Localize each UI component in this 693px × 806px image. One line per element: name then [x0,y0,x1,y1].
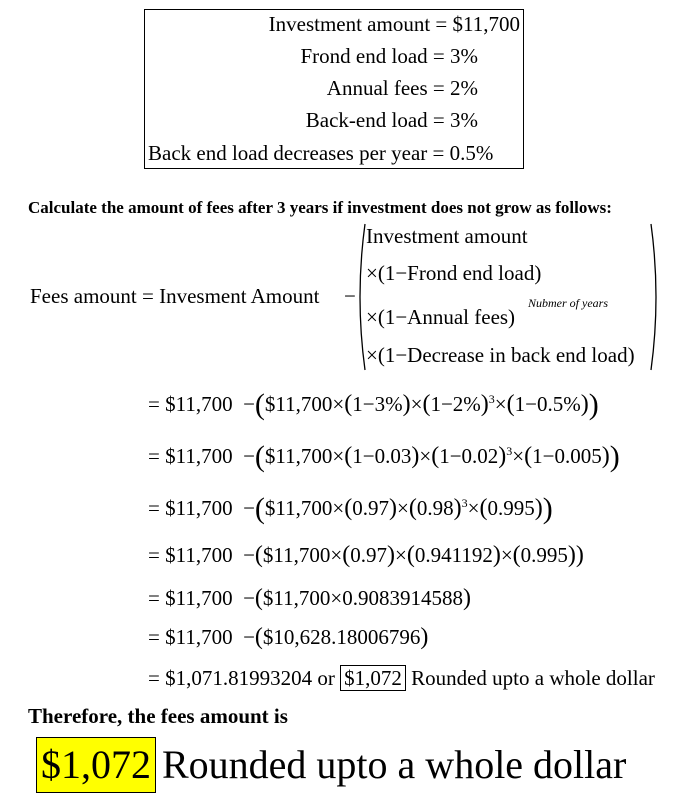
conclusion-heading: Therefore, the fees amount is [28,704,288,728]
step-2-b: 1−0.03 [352,444,412,468]
calc-step-6: = $11,700 −($10,628.18006796) [148,624,429,650]
final-amount-highlight: $1,072 [36,737,156,793]
step-1-c: × [410,392,423,416]
formula-exponent: Nubmer of years [528,296,608,310]
step-4-d: 0.941192 [414,543,493,567]
final-answer-line [36,737,626,793]
calc-step-2: = $11,700 $-(\$11,700\times(1-0.03)\times(1-0.02)^3\times(1-0.005))$ [148,440,620,473]
step-3-lead: = $11,700 [148,496,233,520]
given-investment: Investment amount = $11,700 [268,12,520,36]
step-2-a: $11,700× [264,444,345,468]
step-3-a: $11,700× [264,496,345,520]
formula-right-paren [648,222,664,372]
step-3-c: × [397,496,409,520]
calc-step-1: = $11,700 $-(\$11,700\times(1-3\%)\times(1-2\%)^3\times(1-0.5\%))$ [148,388,599,421]
step-3-e: × [467,496,480,520]
step-1-b: 1−3% [352,392,403,416]
step-1-e: × [494,392,507,416]
calc-step-7 [148,666,655,691]
given-values-box [144,9,524,169]
step-5-inner: $11,700×0.9083914588 [262,586,463,610]
step-3-b: 0.97 [352,496,389,520]
calc-step-3: = $11,700 $-(\$11,700\times(0.97)\times(0.98)^3\times(0.995))$ [148,492,553,525]
step-1-lead: = $11,700 [148,392,233,416]
boxed-answer: $1,072 [340,665,406,691]
step-4-lead: = $11,700 [148,543,233,567]
step-4-c: × [395,543,407,567]
step-1-a: $11,700× [264,392,345,416]
given-front-end-load: Frond end load = 3% [300,44,478,68]
step-2-f: 1−0.005 [532,444,602,468]
step-7-after: Rounded upto a whole dollar [411,666,655,690]
final-answer-note: Rounded upto a whole dollar [162,742,627,787]
step-3-exp: 3 [461,496,468,510]
step-5-lead: = $11,700 [148,586,233,610]
step-7-text: = $1,071.81993204 or [148,666,335,690]
step-6-inner: $10,628.18006796 [262,625,421,649]
formula-term-investment: Investment amount [366,224,528,248]
step-3-f: 0.995 [487,496,535,520]
formula-term-front-load: ×(1−Frond end load) [366,261,542,285]
step-2-c: × [419,444,432,468]
step-2-exp: 3 [506,444,513,458]
step-3-d: 0.98 [416,496,454,520]
given-back-end-load: Back-end load = 3% [305,108,478,132]
step-2-e: × [512,444,525,468]
step-4-a: $11,700× [262,543,343,567]
formula-term-annual-fees: ×(1−Annual fees) [366,305,516,329]
step-1-d: 1−2% [430,392,481,416]
step-1-f: 1−0.5% [514,392,581,416]
instruction-text: Calculate the amount of fees after 3 years if investment does not grow as follows: [28,198,612,217]
step-6-lead: = $11,700 [148,625,233,649]
given-annual-fees: Annual fees = 2% [326,76,478,100]
step-4-e: × [500,543,513,567]
formula-term-back-end: ×(1−Decrease in back end load) [366,343,635,367]
step-2-lead: = $11,700 [148,444,233,468]
step-1-exp: 3 [488,392,495,406]
given-decrease: Back end load decreases per year = 0.5% [148,141,494,165]
step-4-f: 0.995 [520,543,568,567]
formula-label: Fees amount = Invesment Amount [30,284,320,308]
calc-step-4: = $11,700 −($11,700×(0.97)×(0.941192)×(0.995)) [148,542,584,568]
step-4-b: 0.97 [350,543,387,567]
step-2-d: 1−0.02 [439,444,499,468]
calc-step-5: = $11,700 −($11,700×0.9083914588) [148,585,471,611]
formula-minus: − [344,284,356,308]
